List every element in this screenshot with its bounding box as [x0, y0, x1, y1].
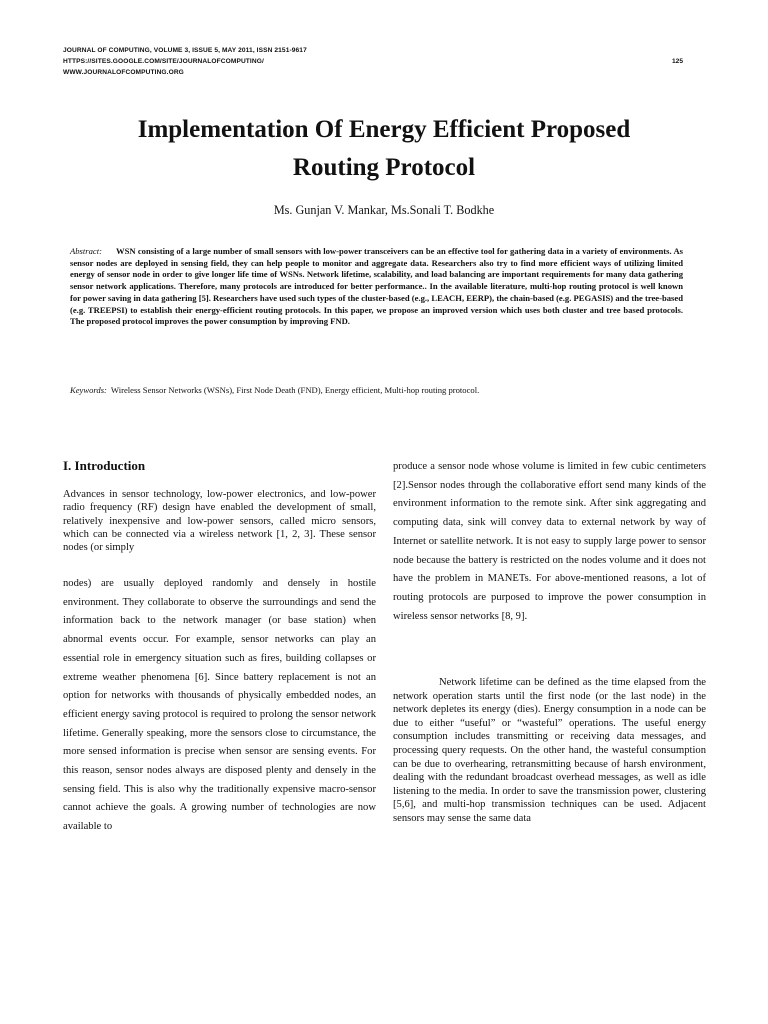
- keywords: [70, 385, 690, 395]
- abstract-text: WSN consisting of a large number of small sensors with low-power transceivers can be an effective tool for gathering data in a variety of environments. As sensor nodes are deployed in sensing field, they can help people to monitor and aggregate data. Researchers also try to find more efficient ways of utilizing limited energy of sensor node in order to give longer life time of WSNs. Network lifetime, scalability, and load balancing are important requirements for many data gathering sensor network applications. Therefore, many protocols are introduced for better performance.. In the available literature, multi-hop routing protocol is well known for power saving in data gathering [5]. Researchers have used such types of the cluster-based (e.g., LEACH, EERP), the chain-based (e.g. PEGASIS) and the tree-based (e.g. TREEPSI) to establish their energy-efficient routing protocols. In this paper, we propose an improved version which uses both cluster and tree based protocols. The proposed protocol improves the power consumption by improving FND.: [70, 246, 683, 327]
- abstract-label: Abstract:: [70, 246, 102, 256]
- paper-title: [40, 111, 728, 187]
- section-heading: I. Introduction: [63, 458, 146, 473]
- paper-title-line: Routing Protocol: [292, 154, 476, 181]
- paper-authors: Ms. Gunjan V. Mankar, Ms.Sonali T. Bodkhe: [273, 203, 495, 217]
- paragraph-text: [393, 676, 706, 826]
- body-paragraph: [63, 488, 376, 554]
- keywords-label: Keywords:: [70, 385, 107, 395]
- paper-title-line: Implementation Of Energy Efficient Proposed: [137, 116, 631, 143]
- journal-website[interactable]: WWW.JOURNALOFCOMPUTING.ORG: [63, 69, 184, 76]
- paragraph-text-span: Network lifetime can be defined as the time elapsed from the network operation starts until the first node (or the last node) in the network depletes its energy (dies). Energy consumption in a node can be due to either “useful” or “wasteful” operations. The useful energy consumption includes transmitting or receiving data messages, and processing query requests. On the other hand, the wasteful consumption can be due to overhearing, retransmitting because of harsh environment, dealing with the redundant broadcast overhead messages, as well as idle listening to the media. In order to save the transmission power, clustering [5,6], and multi-hop transmission techniques can be used. Adjacent sensors may sense the same data: [393, 677, 706, 824]
- abstract: [70, 246, 683, 328]
- paragraph-text: produce a sensor node whose volume is limited in few cubic centimeters [2].Sensor nodes through the collaborative effort send many kinds of the environment information to the remote sink. After sink aggregating and computing data, sink will convey data to external network by way of Internet or satellite network. It is not easy to supply large power to sensor node because the battery is restricted on the nodes volume and it does not have the problem in MANETs. For above-mentioned reasons, a lot of routing protocols are purposed to improve the power consumption in wireless sensor networks [8, 9].: [393, 461, 706, 622]
- body-paragraph: [393, 676, 706, 826]
- journal-header-line: JOURNAL OF COMPUTING, VOLUME 3, ISSUE 5, MAY 2011, ISSN 2151-9617: [63, 47, 307, 54]
- keywords-text: Wireless Sensor Networks (WSNs), First Node Death (FND), Energy efficient, Multi-hop routing protocol.: [110, 385, 480, 395]
- paragraph-text: nodes) are usually deployed randomly and densely in hostile environment. They collaborate to observe the surroundings and send the information back to the network manager (or base station) when abnormal events occur. For example, sensor networks can play an essential role in emergency situation such as fires, building collapses or extreme weather phenomena [6]. Since battery replacement is not an option for networks with thousands of physically embedded nodes, an efficient energy saving protocol is required to prolong the sensor network lifetime. Generally speaking, more the sensors close to circumstance, the more sensed information is precise when sensor are sensing events. For this reason, sensor nodes always are disposed plenty and densely in the sensing field. This is also why the traditionally expensive macro-sensor cannot achieve the goals. A growing number of technologies are now available to: [63, 578, 376, 833]
- journal-header: [63, 45, 703, 78]
- body-paragraph: [63, 575, 376, 837]
- page-number: 125: [672, 58, 684, 65]
- journal-url[interactable]: HTTPS://SITES.GOOGLE.COM/SITE/JOURNALOFCOMPUTING/: [63, 58, 264, 65]
- body-paragraph: [393, 458, 706, 626]
- paragraph-text: Advances in sensor technology, low-power electronics, and low-power radio frequency (RF) design have enabled the development of small, relatively inexpensive and low-power sensors, called micro sensors, which can be connected via a wireless network [1, 2, 3]. These sensor nodes (or simply: [63, 489, 376, 554]
